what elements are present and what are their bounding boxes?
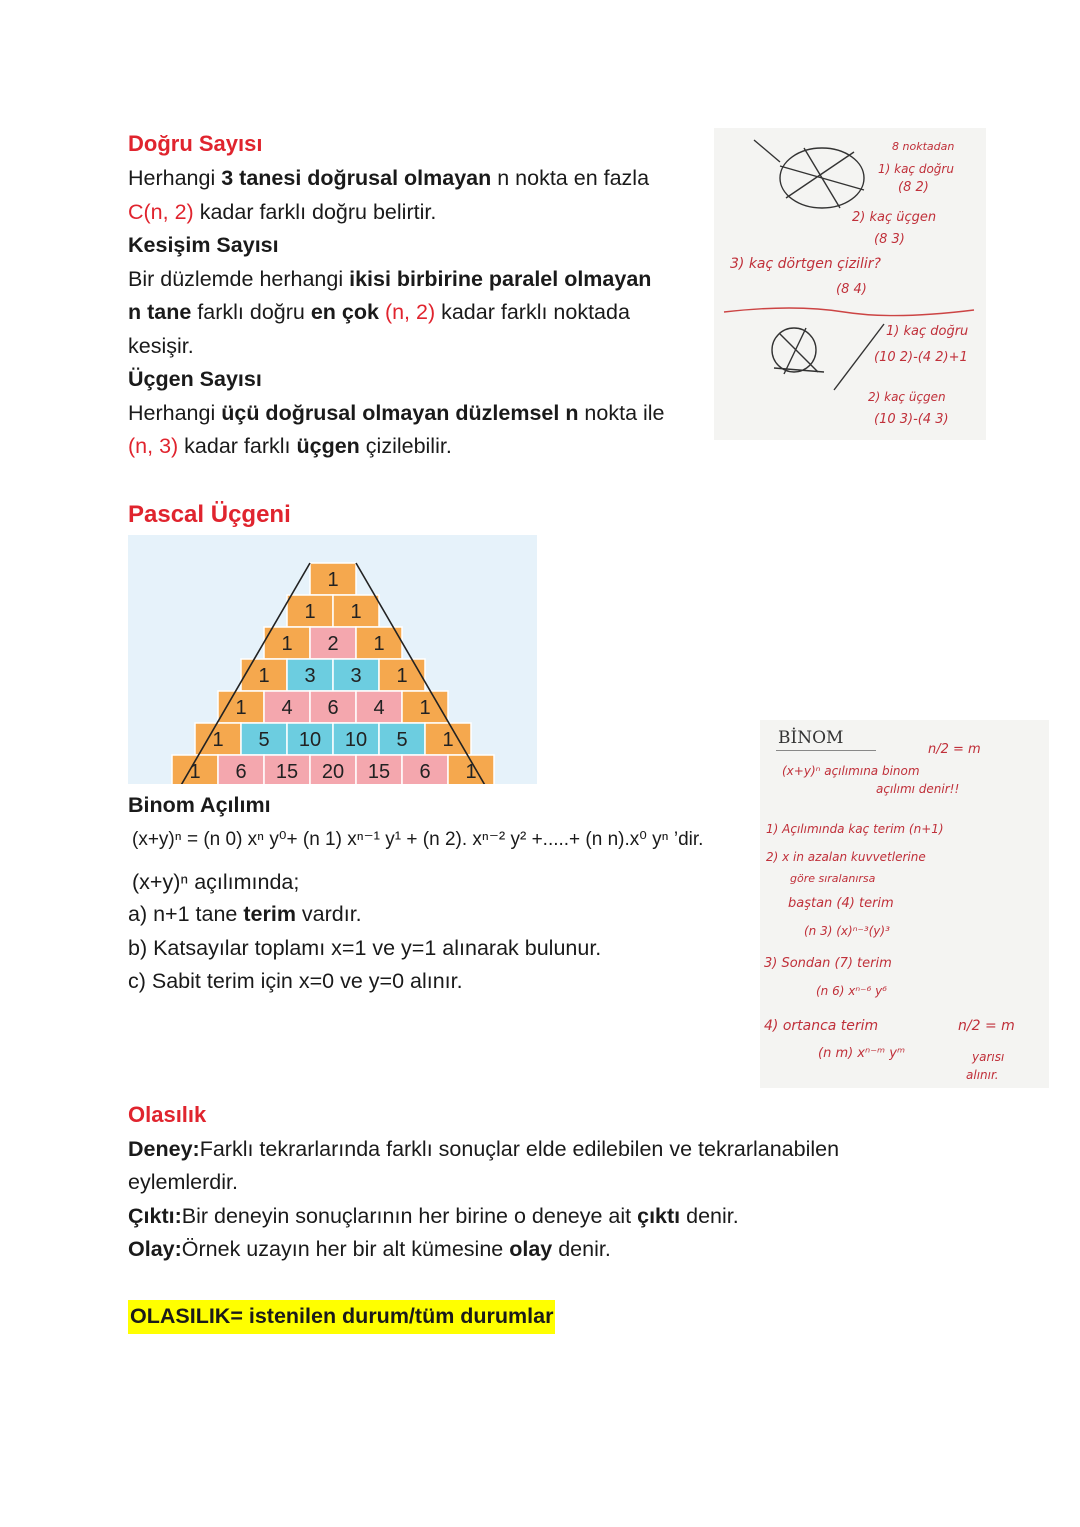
pascal-value: 4 <box>281 697 293 719</box>
note2-text-c: açılımı denir!! <box>876 782 960 796</box>
note1-text-d: 2) kaç üçgen <box>852 210 937 225</box>
pascal-value: 10 <box>298 729 322 751</box>
pascal-value: 2 <box>327 633 339 655</box>
pascal-value: 1 <box>373 633 385 655</box>
note2-text-a: n/2 = m <box>928 742 981 757</box>
dogru-line1: Herhangi 3 tanesi doğrusal olmayan n nokta en fazla <box>128 166 650 190</box>
ucgen-line1: Herhangi üçü doğrusal olmayan düzlemsel n nokta ile <box>128 401 665 425</box>
note2-text-n: yarısı <box>972 1050 1005 1064</box>
pascal-value: 1 <box>304 601 316 623</box>
pascal-value: 5 <box>396 729 408 751</box>
pascal-value: 15 <box>367 761 391 783</box>
pascal-triangle <box>128 535 537 784</box>
note1-text-i: (10 2)-(4 2)+1 <box>874 350 968 365</box>
note1-text-b: 1) kaç doğru <box>878 162 954 176</box>
note2-text-o: alınır. <box>966 1068 999 1082</box>
pascal-value: 3 <box>350 665 362 687</box>
note2-text-d: 1) Açılımında kaç terim (n+1) <box>766 822 944 836</box>
note1-text-e: (8 3) <box>874 232 905 247</box>
kesisim-line1: Bir düzlemde herhangi ikisi birbirine paralel olmayan <box>128 267 652 291</box>
note2-text-h: (n 3) (x)ⁿ⁻³(y)³ <box>804 924 890 938</box>
pascal-value: 1 <box>327 569 339 591</box>
pascal-value: 20 <box>321 761 345 783</box>
deney-line2: eylemlerdir. <box>128 1170 238 1194</box>
pascal-value: 1 <box>212 729 224 751</box>
note1-text-g: (8 4) <box>836 282 867 297</box>
binom-line4: c) Sabit terim için x=0 ve y=0 alınır. <box>128 969 463 993</box>
pascal-value: 3 <box>304 665 316 687</box>
pascal-title: Pascal Üçgeni <box>128 501 291 528</box>
dogru-title: Doğru Sayısı <box>128 131 263 156</box>
binom-line1: (x+y)ⁿ açılımında; <box>132 870 300 894</box>
pascal-value: 5 <box>258 729 270 751</box>
binom-formula: (x+y)ⁿ = (n 0) xⁿ y⁰+ (n 1) xⁿ⁻¹ y¹ + (n 2). xⁿ⁻² y² +.....+ (n n).x⁰ yⁿ ’dir. <box>132 829 704 850</box>
note2-text-i: 3) Sondan (7) terim <box>764 956 892 971</box>
note2-text-f: göre sıralanırsa <box>790 872 876 885</box>
note1-text-f: 3) kaç dörtgen çizilir? <box>730 256 881 272</box>
note1-text-c: (8 2) <box>898 180 929 195</box>
pascal-value: 1 <box>281 633 293 655</box>
pascal-value: 6 <box>327 697 339 719</box>
handwritten-note-binom <box>760 720 1049 1088</box>
kesisim-line2: n tane farklı doğru en çok (n, 2) kadar farklı noktada <box>128 300 630 324</box>
note1-text-j: 2) kaç üçgen <box>868 390 946 404</box>
pascal-value: 1 <box>442 729 454 751</box>
pascal-value: 1 <box>419 697 431 719</box>
note1-text-k: (10 3)-(4 3) <box>874 412 949 427</box>
binom-line3: b) Katsayılar toplamı x=1 ve y=1 alınarak bulunur. <box>128 936 602 960</box>
note1-text-a: 8 noktadan <box>892 140 955 153</box>
note2-title: BİNOM <box>778 728 844 748</box>
pascal-value: 1 <box>396 665 408 687</box>
binom-title: Binom Açılımı <box>128 793 271 817</box>
olasilik-title: Olasılık <box>128 1102 207 1127</box>
pascal-value: 1 <box>465 761 477 783</box>
olay-line: Olay:Örnek uzayın her bir alt kümesine olay denir. <box>128 1237 611 1261</box>
cikti-line: Çıktı:Bir deneyin sonuçlarının her birine o deneye ait çıktı denir. <box>128 1204 739 1228</box>
pascal-value: 4 <box>373 697 385 719</box>
pascal-value: 1 <box>235 697 247 719</box>
pascal-value: 1 <box>350 601 362 623</box>
note2-text-k: 4) ortanca terim <box>764 1018 879 1034</box>
binom-line2: a) n+1 tane terim vardır. <box>128 902 362 926</box>
kesisim-title: Kesişim Sayısı <box>128 233 279 257</box>
handwritten-note-combinations <box>714 128 986 440</box>
note2-text-m: (n m) xⁿ⁻ᵐ yᵐ <box>818 1046 906 1061</box>
pascal-value: 1 <box>189 761 201 783</box>
note2-text-g: baştan (4) terim <box>788 896 894 911</box>
pascal-value: 15 <box>275 761 299 783</box>
note2-text-l: n/2 = m <box>958 1018 1015 1034</box>
pascal-value: 1 <box>258 665 270 687</box>
pascal-value: 6 <box>235 761 247 783</box>
olasilik-formula: OLASILIK= istenilen durum/tüm durumlar <box>128 1300 555 1334</box>
pascal-value: 6 <box>419 761 431 783</box>
note2-text-j: (n 6) xⁿ⁻⁶ y⁶ <box>816 984 887 998</box>
note2-text-b: (x+y)ⁿ açılımına binom <box>782 764 920 778</box>
deney-line: Deney:Farklı tekrarlarında farklı sonuçlar elde edilebilen ve tekrarlanabilen <box>128 1137 840 1161</box>
ucgen-title: Üçgen Sayısı <box>128 367 262 391</box>
kesisim-line3: kesişir. <box>128 334 194 358</box>
ucgen-line2: (n, 3) kadar farklı üçgen çizilebilir. <box>128 434 452 458</box>
dogru-line2: C(n, 2) kadar farklı doğru belirtir. <box>128 200 437 224</box>
note2-text-e: 2) x in azalan kuvvetlerine <box>766 850 926 864</box>
note1-text-h: 1) kaç doğru <box>886 324 969 339</box>
pascal-triangle-figure <box>128 535 537 784</box>
pascal-value: 10 <box>344 729 368 751</box>
note2-title-underline <box>776 750 876 751</box>
